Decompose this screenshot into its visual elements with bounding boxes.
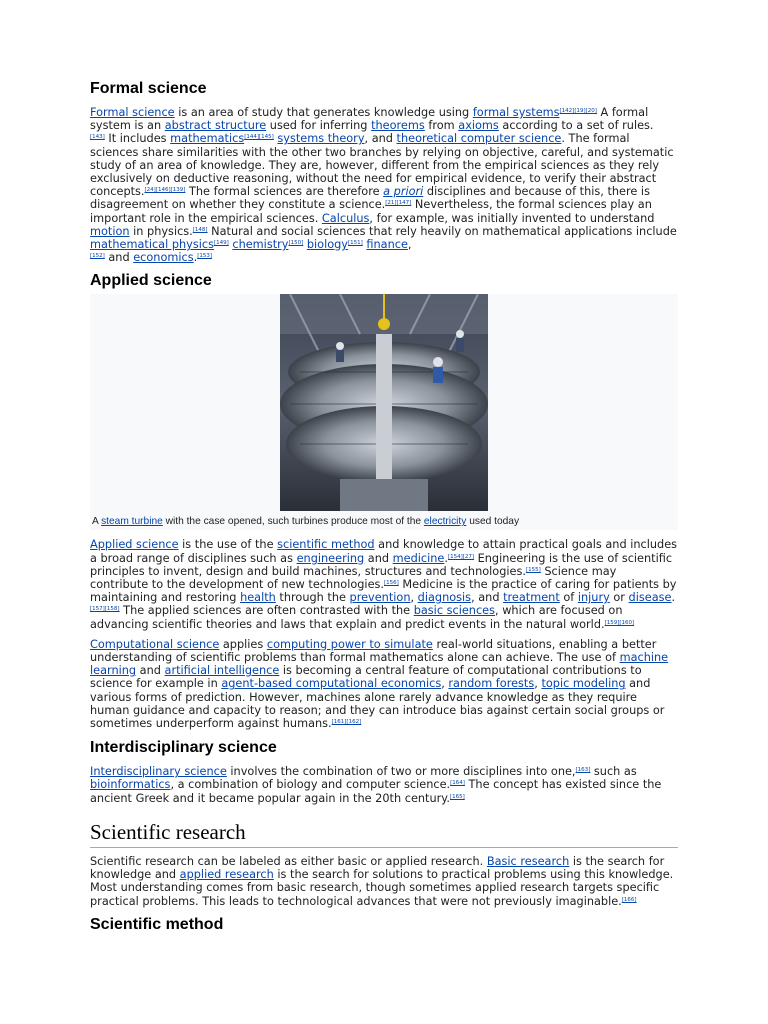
link-medicine[interactable]: medicine bbox=[392, 551, 445, 565]
link-mathematical-physics[interactable]: mathematical physics bbox=[90, 238, 214, 252]
link-treatment[interactable]: treatment bbox=[503, 591, 560, 605]
link-disease[interactable]: disease bbox=[628, 591, 672, 605]
link-chemistry[interactable]: chemistry bbox=[232, 238, 289, 252]
link-agent-based-computational-economics[interactable]: agent-based computational economics bbox=[221, 677, 442, 691]
link-finance[interactable]: finance bbox=[366, 238, 408, 252]
link-calculus[interactable]: Calculus bbox=[321, 211, 370, 225]
link-health[interactable]: health bbox=[240, 591, 276, 605]
citation[interactable]: [152] bbox=[90, 253, 105, 260]
link-axioms[interactable]: axioms bbox=[458, 119, 499, 133]
link-computational-science[interactable]: Computational science bbox=[90, 637, 220, 651]
steam-turbine-photo[interactable] bbox=[280, 294, 488, 511]
paragraph-interdisciplinary-science: Interdisciplinary science involves the combination of two or more disciplines into one,[163] such as bioinformatics, a combination of biology and computer science.[164] The concept has existed since the ancient Greek and it became popular again in the 20th century.[165] bbox=[90, 765, 662, 805]
citation[interactable]: [166] bbox=[621, 896, 637, 903]
citation[interactable]: [163] bbox=[575, 767, 591, 774]
heading-scientific-research: Scientific research bbox=[90, 819, 678, 848]
citation[interactable]: [157][158] bbox=[90, 606, 120, 613]
link-computing-power-to-simulate[interactable]: computing power to simulate bbox=[266, 637, 433, 651]
figure-caption: A steam turbine with the case opened, such turbines produce most of the electricity used today bbox=[92, 516, 520, 528]
link-interdisciplinary-science[interactable]: Interdisciplinary science bbox=[90, 765, 227, 779]
link-formal-systems[interactable]: formal systems bbox=[472, 106, 560, 119]
citation[interactable]: [150] bbox=[288, 240, 304, 247]
heading-scientific-method: Scientific method bbox=[90, 915, 224, 933]
link-mathematics[interactable]: mathematics bbox=[170, 132, 245, 146]
citation[interactable]: [142][19][20] bbox=[559, 108, 597, 114]
citation[interactable]: [149] bbox=[213, 240, 229, 247]
paragraph-applied-science: Applied science is the use of the scientific method and knowledge to attain practical goals and includes a broad range of disciplines such as engineering and medicine.[154][27] Engineering is the use of scientific principles to invent, design and build machines, structures and technologies.[155] Science may contribute to the development of new technologies.[156] Medicine is the practice of caring for patients by maintaining and restoring health through the prevention, diagnosis, and treatment of injury or disease.[157][158] The applied sciences are often contrasted with the basic sciences, which are focused on advancing scientific theories and laws that explain and predict events in the natural world.[159][160] bbox=[90, 538, 678, 631]
citation[interactable]: [156] bbox=[384, 580, 399, 587]
link-artificial-intelligence[interactable]: artificial intelligence bbox=[164, 664, 280, 678]
citation[interactable]: [155] bbox=[525, 566, 541, 573]
link-formal-science[interactable]: Formal science bbox=[90, 106, 175, 119]
citation[interactable]: [161][162] bbox=[331, 719, 362, 726]
link-applied-science[interactable]: Applied science bbox=[90, 538, 179, 552]
citation[interactable]: [153] bbox=[197, 253, 213, 260]
link-biology[interactable]: biology bbox=[306, 238, 348, 252]
citation[interactable]: [159][160] bbox=[604, 619, 635, 626]
link-systems-theory[interactable]: systems theory bbox=[277, 132, 365, 146]
link-machine-learning[interactable]: machine learning bbox=[90, 651, 669, 678]
citation[interactable]: [21][147] bbox=[385, 200, 412, 207]
link-economics[interactable]: economics bbox=[133, 251, 194, 265]
link-scientific-method[interactable]: scientific method bbox=[277, 538, 375, 552]
link-topic-modeling[interactable]: topic modeling bbox=[541, 677, 626, 691]
link-a-priori[interactable]: a priori bbox=[383, 185, 424, 199]
paragraph-computational-science: Computational science applies computing power to simulate real-world situations, enabling a better understanding of scientific problems than formal mathematics alone can achieve. The use of machine learning and artificial intelligence is becoming a central feature of computational contributions to science for example in agent-based computational economics, random forests, topic modeling and various forms of prediction. However, machines alone rarely advance knowledge as they require human guidance and capacity to reason; and they can introduce bias against certain social groups or sometimes underperform against humans.[161][162] bbox=[90, 637, 669, 731]
link-engineering[interactable]: engineering bbox=[296, 551, 365, 565]
link-prevention[interactable]: prevention bbox=[349, 591, 411, 605]
link-steam-turbine[interactable]: steam turbine bbox=[101, 516, 163, 528]
citation[interactable]: [148] bbox=[192, 226, 208, 233]
heading-interdisciplinary-science: Interdisciplinary science bbox=[90, 739, 277, 757]
paragraph-scientific-research: Scientific research can be labeled as either basic or applied research. Basic research is the search for knowledge and applied research is the search for solutions to practical problems using this knowledge. Most understanding comes from basic research, though sometimes applied research targets specific practical problems. This leads to technological advances that were not previously imaginable.[166] bbox=[90, 854, 674, 908]
link-random-forests[interactable]: random forests bbox=[448, 677, 535, 691]
link-theorems[interactable]: theorems bbox=[371, 119, 425, 133]
link-motion[interactable]: motion bbox=[90, 224, 130, 238]
link-basic-research[interactable]: Basic research bbox=[486, 854, 570, 868]
citation[interactable]: [144][145] bbox=[244, 134, 274, 141]
link-electricity[interactable]: electricity bbox=[423, 516, 467, 528]
heading-formal-science: Formal science bbox=[90, 80, 207, 97]
citation[interactable]: [151] bbox=[348, 240, 363, 247]
citation[interactable]: [24][146][139] bbox=[144, 187, 186, 194]
heading-applied-science: Applied science bbox=[90, 272, 212, 290]
citation[interactable]: [165] bbox=[449, 793, 465, 800]
article-body bbox=[90, 78, 678, 936]
link-bioinformatics[interactable]: bioinformatics bbox=[90, 778, 171, 792]
link-diagnosis[interactable]: diagnosis bbox=[417, 591, 472, 605]
link-abstract-structure[interactable]: abstract structure bbox=[164, 119, 267, 133]
link-injury[interactable]: injury bbox=[577, 591, 610, 605]
link-applied-research[interactable]: applied research bbox=[179, 868, 274, 882]
citation[interactable]: [164] bbox=[450, 780, 465, 787]
link-theoretical-computer-science[interactable]: theoretical computer science bbox=[396, 132, 562, 146]
link-basic-sciences[interactable]: basic sciences bbox=[413, 604, 496, 618]
citation[interactable]: [154][27] bbox=[447, 553, 475, 560]
paragraph-formal-science: Formal science is an area of study that generates knowledge using formal systems[142][19][20] A formal system is an abstract structure used for inferring theorems from axioms according to a set of rules. [143] It includes mathematics[144][145] systems theory, and theoretical computer science. The formal sciences share similarities with the other two branches by relying on objective, careful, and systematic study of an area of knowledge. They are, however, different from the empirical sciences as they rely exclusively on deductive reasoning, without the need for empirical evidence, to verify their abstract concepts.[24][146][139] The formal sciences are therefore a priori disciplines and because of this, there is disagreement on whether they constitute a science.[21][147] Nevertheless, the formal sciences play an important role in the empirical sciences. Calculus, for example, was initially invented to understand motion in physics.[148] Natural and social sciences that rely heavily on mathematical applications include mathematical physics[149] chemistry[150] biology[151] finance, [152] and economics.[153] bbox=[90, 106, 677, 265]
citation[interactable]: [143] bbox=[90, 134, 105, 141]
figure-steam-turbine bbox=[90, 294, 678, 530]
